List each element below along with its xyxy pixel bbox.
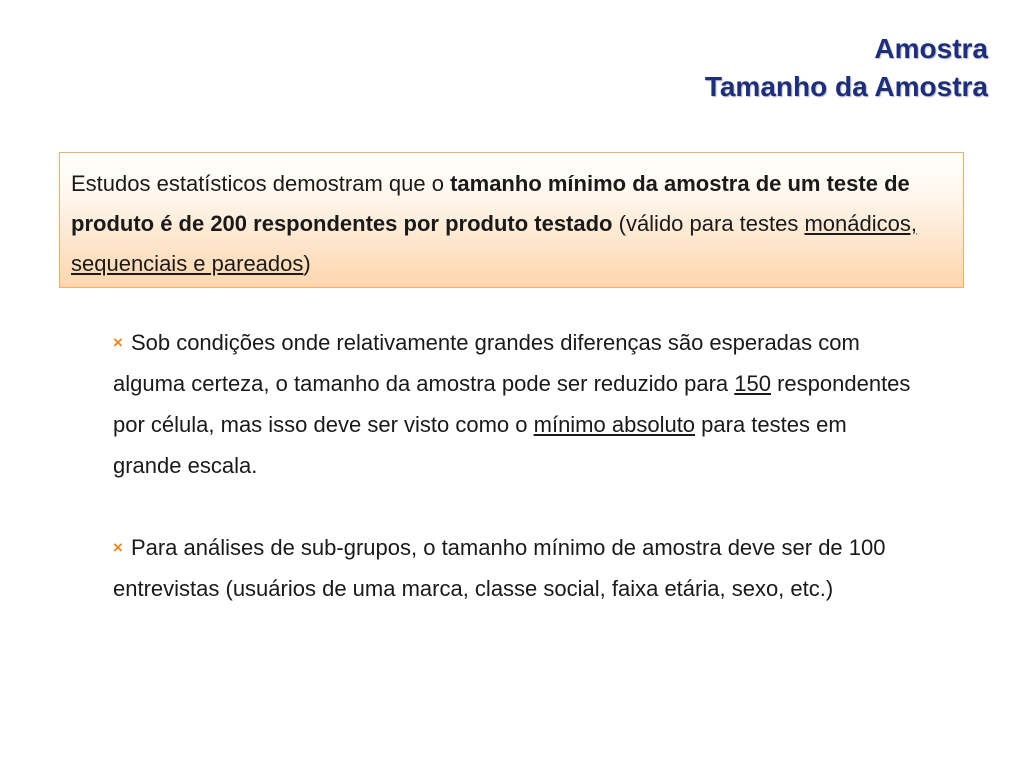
highlight-text-middle: (válido para testes [612, 211, 805, 236]
bullet-text: para testes em grande escala. [113, 412, 847, 478]
slide-header [705, 30, 988, 106]
highlight-box [59, 152, 964, 288]
highlight-bold-statement: tamanho mínimo da amostra de um teste de produto é de 200 respondentes por produto testado [71, 171, 910, 236]
bullet-item [113, 527, 913, 609]
highlight-underlined-test-types: monádicos, sequenciais e pareados [71, 211, 917, 276]
highlight-text-intro: Estudos estatísticos demostram que o [71, 171, 451, 196]
bullet-item [113, 322, 913, 486]
bullet-x-icon: × [113, 333, 123, 352]
bullet-text: Para análises de sub-grupos, o tamanho mínimo de amostra deve ser de 100 entrevistas (usuários de uma marca, classe social, faixa etária, sexo, etc.) [113, 535, 886, 601]
bullet-underlined-150: 150 [734, 371, 771, 396]
bullet-underlined-minimo-absoluto: mínimo absoluto [533, 412, 696, 437]
slide-subtitle: Tamanho da Amostra [704, 71, 988, 102]
slide-title: Amostra [874, 33, 988, 64]
bullet-text: respondentes por célula, mas isso deve ser visto como o [113, 371, 911, 437]
bullet-list [113, 322, 913, 609]
bullet-x-icon: × [113, 538, 123, 557]
highlight-text-close: ) [303, 251, 311, 276]
bullet-text: Sob condições onde relativamente grandes diferenças são esperadas com alguma certeza, o tamanho da amostra pode ser reduzido para [113, 330, 860, 396]
